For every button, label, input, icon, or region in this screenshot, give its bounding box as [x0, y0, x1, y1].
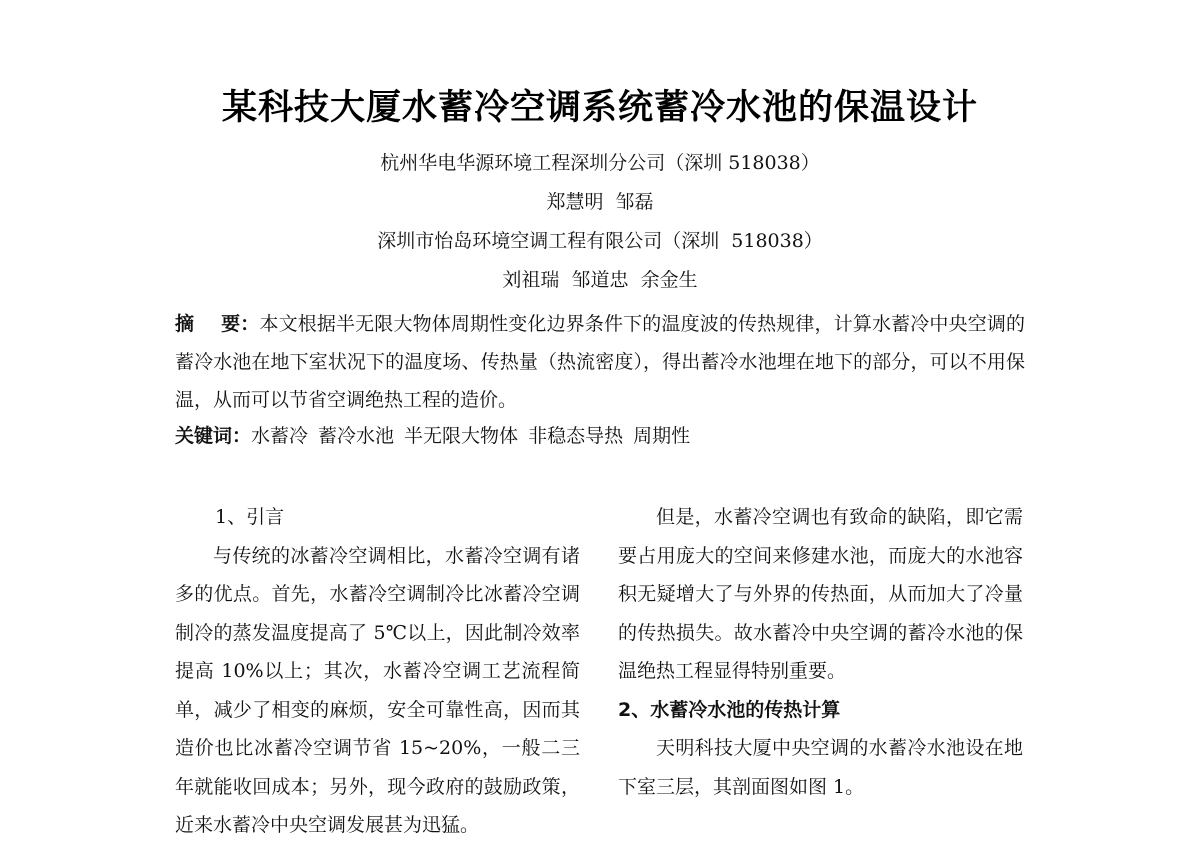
paper-title: 某科技大厦水蓄冷空调系统蓄冷水池的保温设计 — [221, 88, 978, 128]
abstract-label: 摘 要： — [175, 313, 260, 335]
keyword: 水蓄冷 — [251, 425, 309, 447]
abstract-text: 本文根据半无限大物体周期性变化边界条件下的温度波的传热规律，计算水蓄冷中央空调的蓄冷水池在地下室状况下的温度场、传热量（热流密度），得出蓄冷水池埋在地下的部分，可以不用保温，从而可以节省空调绝热工程的造价。 — [175, 313, 1025, 411]
drawback-paragraph: 但是，水蓄冷空调也有致命的缺陷，即它需要占用庞大的空间来修建水池，而庞大的水池容积无疑增大了与外界的传热面，从而加大了冷量的传热损失。故水蓄冷中央空调的蓄冷水池的保温绝热工程显得特别重要。 — [618, 506, 1023, 682]
section-2-heading: 2、水蓄冷水池的传热计算 — [618, 698, 841, 721]
section-1-heading: 1、引言 — [215, 506, 285, 528]
abstract — [175, 305, 1025, 419]
heat-calc-paragraph: 天明科技大厦中央空调的水蓄冷水池设在地下室三层，其剖面图如图 1。 — [618, 737, 1023, 798]
authors-2: 刘祖瑞 邹道忠 余金生 — [502, 269, 698, 291]
keywords-label: 关键词： — [175, 425, 252, 447]
keyword: 非稳态导热 — [528, 425, 624, 447]
keyword: 周期性 — [633, 425, 691, 447]
left-column — [175, 498, 580, 845]
right-column — [618, 498, 1023, 806]
affiliation-2: 深圳市怡岛环境空调工程有限公司（深圳 518038） — [377, 230, 823, 252]
keywords — [175, 421, 700, 451]
affiliation-1: 杭州华电华源环境工程深圳分公司（深圳 518038） — [380, 152, 820, 174]
authors-1: 郑慧明 邹磊 — [546, 191, 654, 213]
keyword: 半无限大物体 — [404, 425, 519, 447]
keyword: 蓄冷水池 — [318, 425, 395, 447]
introduction-paragraph: 与传统的冰蓄冷空调相比，水蓄冷空调有诸多的优点。首先，水蓄冷空调制冷比冰蓄冷空调制冷的蒸发温度提高了 5℃以上，因此制冷效率提高 10%以上；其次，水蓄冷空调工艺流程简单，减少了相变的麻烦，安全可靠性高，因而其造价也比冰蓄冷空调节省 15~20%，一般二三年就能收回成本；另外，现今政府的鼓励政策，近来水蓄冷中央空调发展甚为迅猛。 — [175, 544, 580, 836]
